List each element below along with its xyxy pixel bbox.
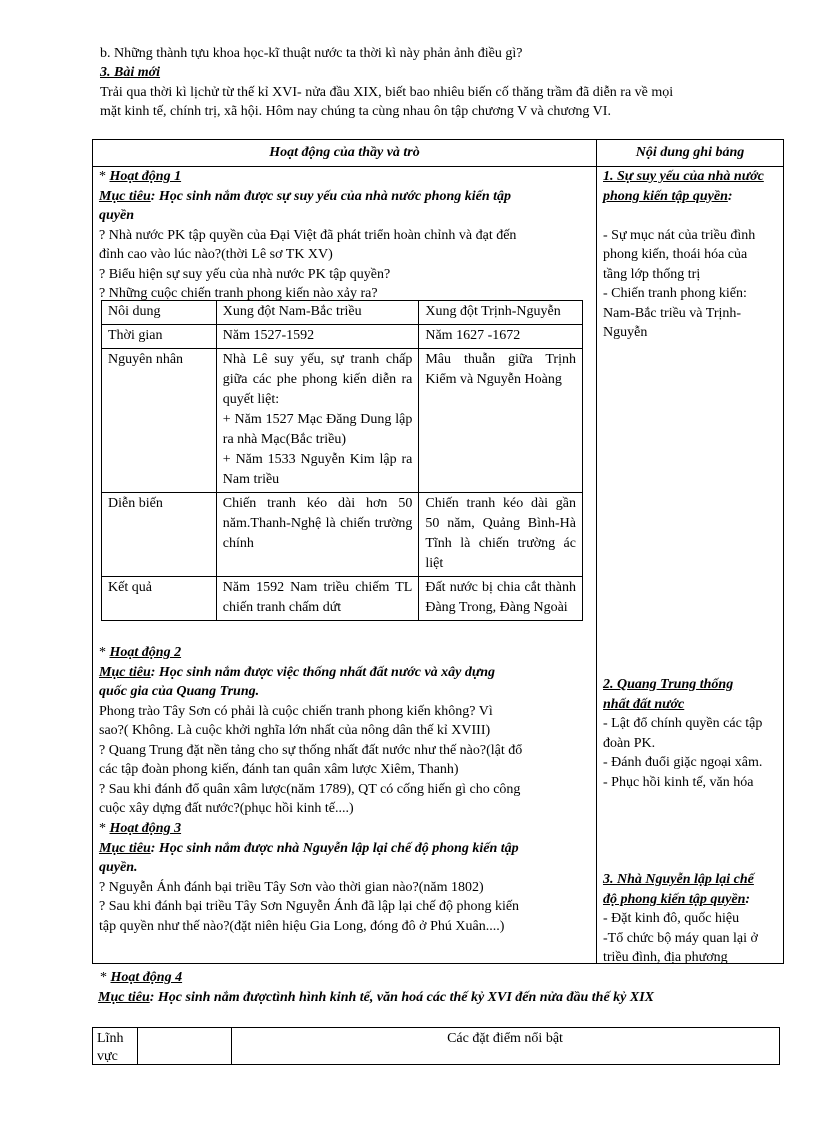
section-1-title-cont: phong kiến tập quyền [603, 188, 728, 204]
activity-4-heading [100, 968, 182, 987]
activity-3-title: Hoạt động 3 [109, 821, 182, 836]
table-row [102, 577, 583, 621]
cell-a: Chiến tranh kéo dài hơn 50 năm.Thanh-Nghệ là chiến trường chính [216, 493, 419, 577]
activity-2-title: Hoạt động 2 [109, 645, 182, 660]
cell-label: Kết quả [102, 577, 217, 621]
cell-a: Năm 1592 Nam triều chiếm TL chiến tranh chấm dứt [216, 577, 419, 621]
activity-4-goal-line [98, 988, 654, 1007]
section-2-title-cont: nhất đất nước [603, 696, 685, 712]
section-2-line: - Đánh đuổi giặc ngoại xâm. [603, 755, 763, 770]
activity-3-goal-cont: quyền. [99, 860, 138, 875]
activity-2-question-1: Phong trào Tây Sơn có phải là cuộc chiến tranh phong kiến không? Vì [99, 703, 493, 719]
activity-2-goal: : Học sinh nắm được việc thống nhất đất nước và xây dựng [150, 664, 496, 680]
section-1-line: Nguyễn [603, 325, 648, 340]
goal-label: Mục tiêu [99, 840, 151, 856]
section-1-title: 1. Sự suy yếu của nhà nước [603, 169, 764, 184]
section-1-line: phong kiến, thoái hóa của [603, 247, 748, 262]
activity-2-goal-cont: quốc gia của Quang Trung. [99, 684, 260, 699]
activity-3-goal: : Học sinh nắm được nhà Nguyễn lập lại chế độ phong kiến tập [150, 840, 519, 856]
activity-4-goal: : Học sinh nắm đượctình hình kinh tế, văn hoá các thế kỷ XVI đến nửa đầu thế kỷ XIX [149, 990, 654, 1005]
cell-label: Nguyên nhân [102, 349, 217, 493]
cell-b: Đất nước bị chia cắt thành Đàng Trong, Đàng Ngoài [419, 577, 583, 621]
cell-col-b-header: Xung đột Trịnh-Nguyễn [419, 301, 583, 325]
section-1-line: Nam-Bắc triều và Trịnh- [603, 305, 742, 321]
column-divider [596, 140, 597, 963]
cell-field [93, 1028, 138, 1064]
activity-3 [99, 819, 591, 936]
section-3-line: triều đình, địa phương [603, 950, 728, 965]
activity-2-question-1-cont: sao?( Không. Là cuộc khởi nghĩa lớn nhất của nông dân thế kỉ XVIII) [99, 723, 491, 738]
cell-col-a-header: Xung đột Nam-Bắc triều [216, 301, 419, 325]
field-label: Lĩnh [97, 1031, 124, 1046]
bullet-star: * [99, 169, 110, 184]
table-row [102, 325, 583, 349]
activity-1-question-1: ? Nhà nước PK tập quyền của Đại Việt đã phát triển hoàn chỉnh và đạt đến [99, 227, 517, 243]
cell-label: Thời gian [102, 325, 217, 349]
section-3-title: 3. Bài mới [100, 65, 161, 80]
header-board-content: Nội dung ghi bảng [635, 145, 745, 160]
question-b: b. Những thành tựu khoa học-kĩ thuật nước ta thời kì này phản ảnh điều gì? [100, 46, 523, 61]
activity-2-question-3: ? Sau khi đánh đổ quân xâm lược(năm 1789), QT có cống hiến gì cho công [99, 781, 521, 797]
activity-1-goal-cont: quyền [99, 208, 134, 223]
cell-label: Nôi dung [102, 301, 217, 325]
cell-label: Diễn biến [102, 493, 217, 577]
bullet-star: * [99, 645, 110, 660]
section-2-line: đoàn PK. [603, 735, 656, 751]
activity-2 [99, 643, 591, 819]
activity-2-question-2: ? Quang Trung đặt nền tảng cho sự thống nhất đất nước như thế nào?(lật đổ [99, 742, 523, 758]
activity-2-question-3-cont: cuộc xây dựng đất nước?(phục hồi kinh tế....) [99, 801, 354, 816]
header-activities: Hoạt động của thầy và trò [269, 145, 420, 160]
comparison-table [101, 300, 583, 621]
table-row [102, 349, 583, 493]
section-1-line: - Chiến tranh phong kiến: [603, 286, 747, 301]
activity-1 [99, 167, 591, 304]
activity-1-title: Hoạt động 1 [109, 169, 182, 184]
field-label-cont: vực [97, 1049, 118, 1064]
section-3-colon: : [745, 891, 751, 907]
table-row [102, 301, 583, 325]
section-3-line: -Tổ chức bộ máy quan lại ở [603, 930, 758, 946]
cell-b: Chiến tranh kéo dài gần 50 năm, Quảng Bình-Hà Tĩnh là chiến trường ác liệt [419, 493, 583, 577]
section-2-title: 2. Quang Trung thống [603, 677, 734, 692]
cell-features-header: Các đặt điểm nổi bật [447, 1031, 563, 1046]
cause-item-2: + Năm 1533 Nguyễn Kim lập ra Nam triều [222, 452, 413, 487]
activity-1-question-1-cont: đỉnh cao vào lúc nào?(thời Lê sơ TK XV) [99, 247, 333, 262]
board-section-2 [603, 675, 781, 792]
activity-3-question-1: ? Nguyễn Ánh đánh bại triều Tây Sơn vào thời gian nào?(năm 1802) [99, 879, 484, 895]
activity-1-goal: : Học sinh nắm được sự suy yếu của nhà nước phong kiến tập [150, 188, 512, 204]
bullet-star: * [99, 821, 110, 836]
section-2-line: - Phục hồi kinh tế, văn hóa [603, 774, 754, 790]
activity-2-question-2-cont: các tập đoàn phong kiến, đánh tan quân xâm lược Xiêm, Thanh) [99, 762, 459, 777]
section-1-line: - Sự mục nát của triều đình [603, 227, 756, 243]
cell-a: Năm 1527-1592 [216, 325, 419, 349]
goal-label: Mục tiêu [98, 990, 150, 1005]
section-3-line: - Đặt kinh đô, quốc hiệu [603, 911, 740, 926]
section-1-colon: : [727, 188, 733, 204]
section-3-title: 3. Nhà Nguyễn lập lại chế [603, 872, 754, 887]
cell-empty [138, 1028, 232, 1064]
cell-b: Mâu thuẫn giữa Trịnh Kiểm và Nguyễn Hoàng [419, 349, 583, 493]
board-section-1 [603, 167, 781, 343]
activity-4-title: Hoạt động 4 [110, 970, 183, 985]
activity-3-question-2: ? Sau khi đánh bại triều Tây Sơn Nguyễn Ánh đã lập lại chế độ phong kiến [99, 899, 520, 914]
section-3-title-cont: độ phong kiến tập quyền [603, 891, 746, 907]
cause-item-1: + Năm 1527 Mạc Đăng Dung lập ra nhà Mạc(Bắc triều) [222, 412, 413, 447]
lesson-table [92, 139, 784, 964]
activity-3-question-2-cont: tập quyền như thế nào?(đặt niên hiệu Gia Long, đóng đô ở Phú Xuân....) [99, 918, 505, 934]
goal-label: Mục tiêu [99, 664, 151, 680]
section-2-line: - Lật đổ chính quyền các tập [603, 716, 763, 731]
cell-a [216, 349, 419, 493]
section-3-line-2: mặt kinh tế, chính trị, xã hội. Hôm nay chúng ta cùng nhau ôn tập chương V và chương VI. [100, 104, 611, 119]
section-1-line: tầng lớp thống trị [603, 266, 701, 282]
cell-b: Năm 1627 -1672 [419, 325, 583, 349]
cause-text: Nhà Lê suy yếu, sự tranh chấp giữa các phe phong kiến diễn ra quyết liệt: [222, 352, 413, 407]
activity-1-question-2: ? Biểu hiện sự suy yếu của nhà nước PK tập quyền? [99, 266, 391, 282]
section-3-line-1: Trải qua thời kì lịchử từ thế kỉ XVI- nửa đầu XIX, biết bao nhiêu biến cố thăng trầm đã diễn ra về mọi [100, 85, 674, 100]
features-table [92, 1027, 780, 1065]
table-row [102, 493, 583, 577]
board-section-3 [603, 870, 781, 968]
goal-label: Mục tiêu [99, 188, 151, 204]
activity-1-question-3: ? Những cuộc chiến tranh phong kiến nào xảy ra? [99, 286, 378, 301]
bullet-star: * [100, 970, 111, 985]
